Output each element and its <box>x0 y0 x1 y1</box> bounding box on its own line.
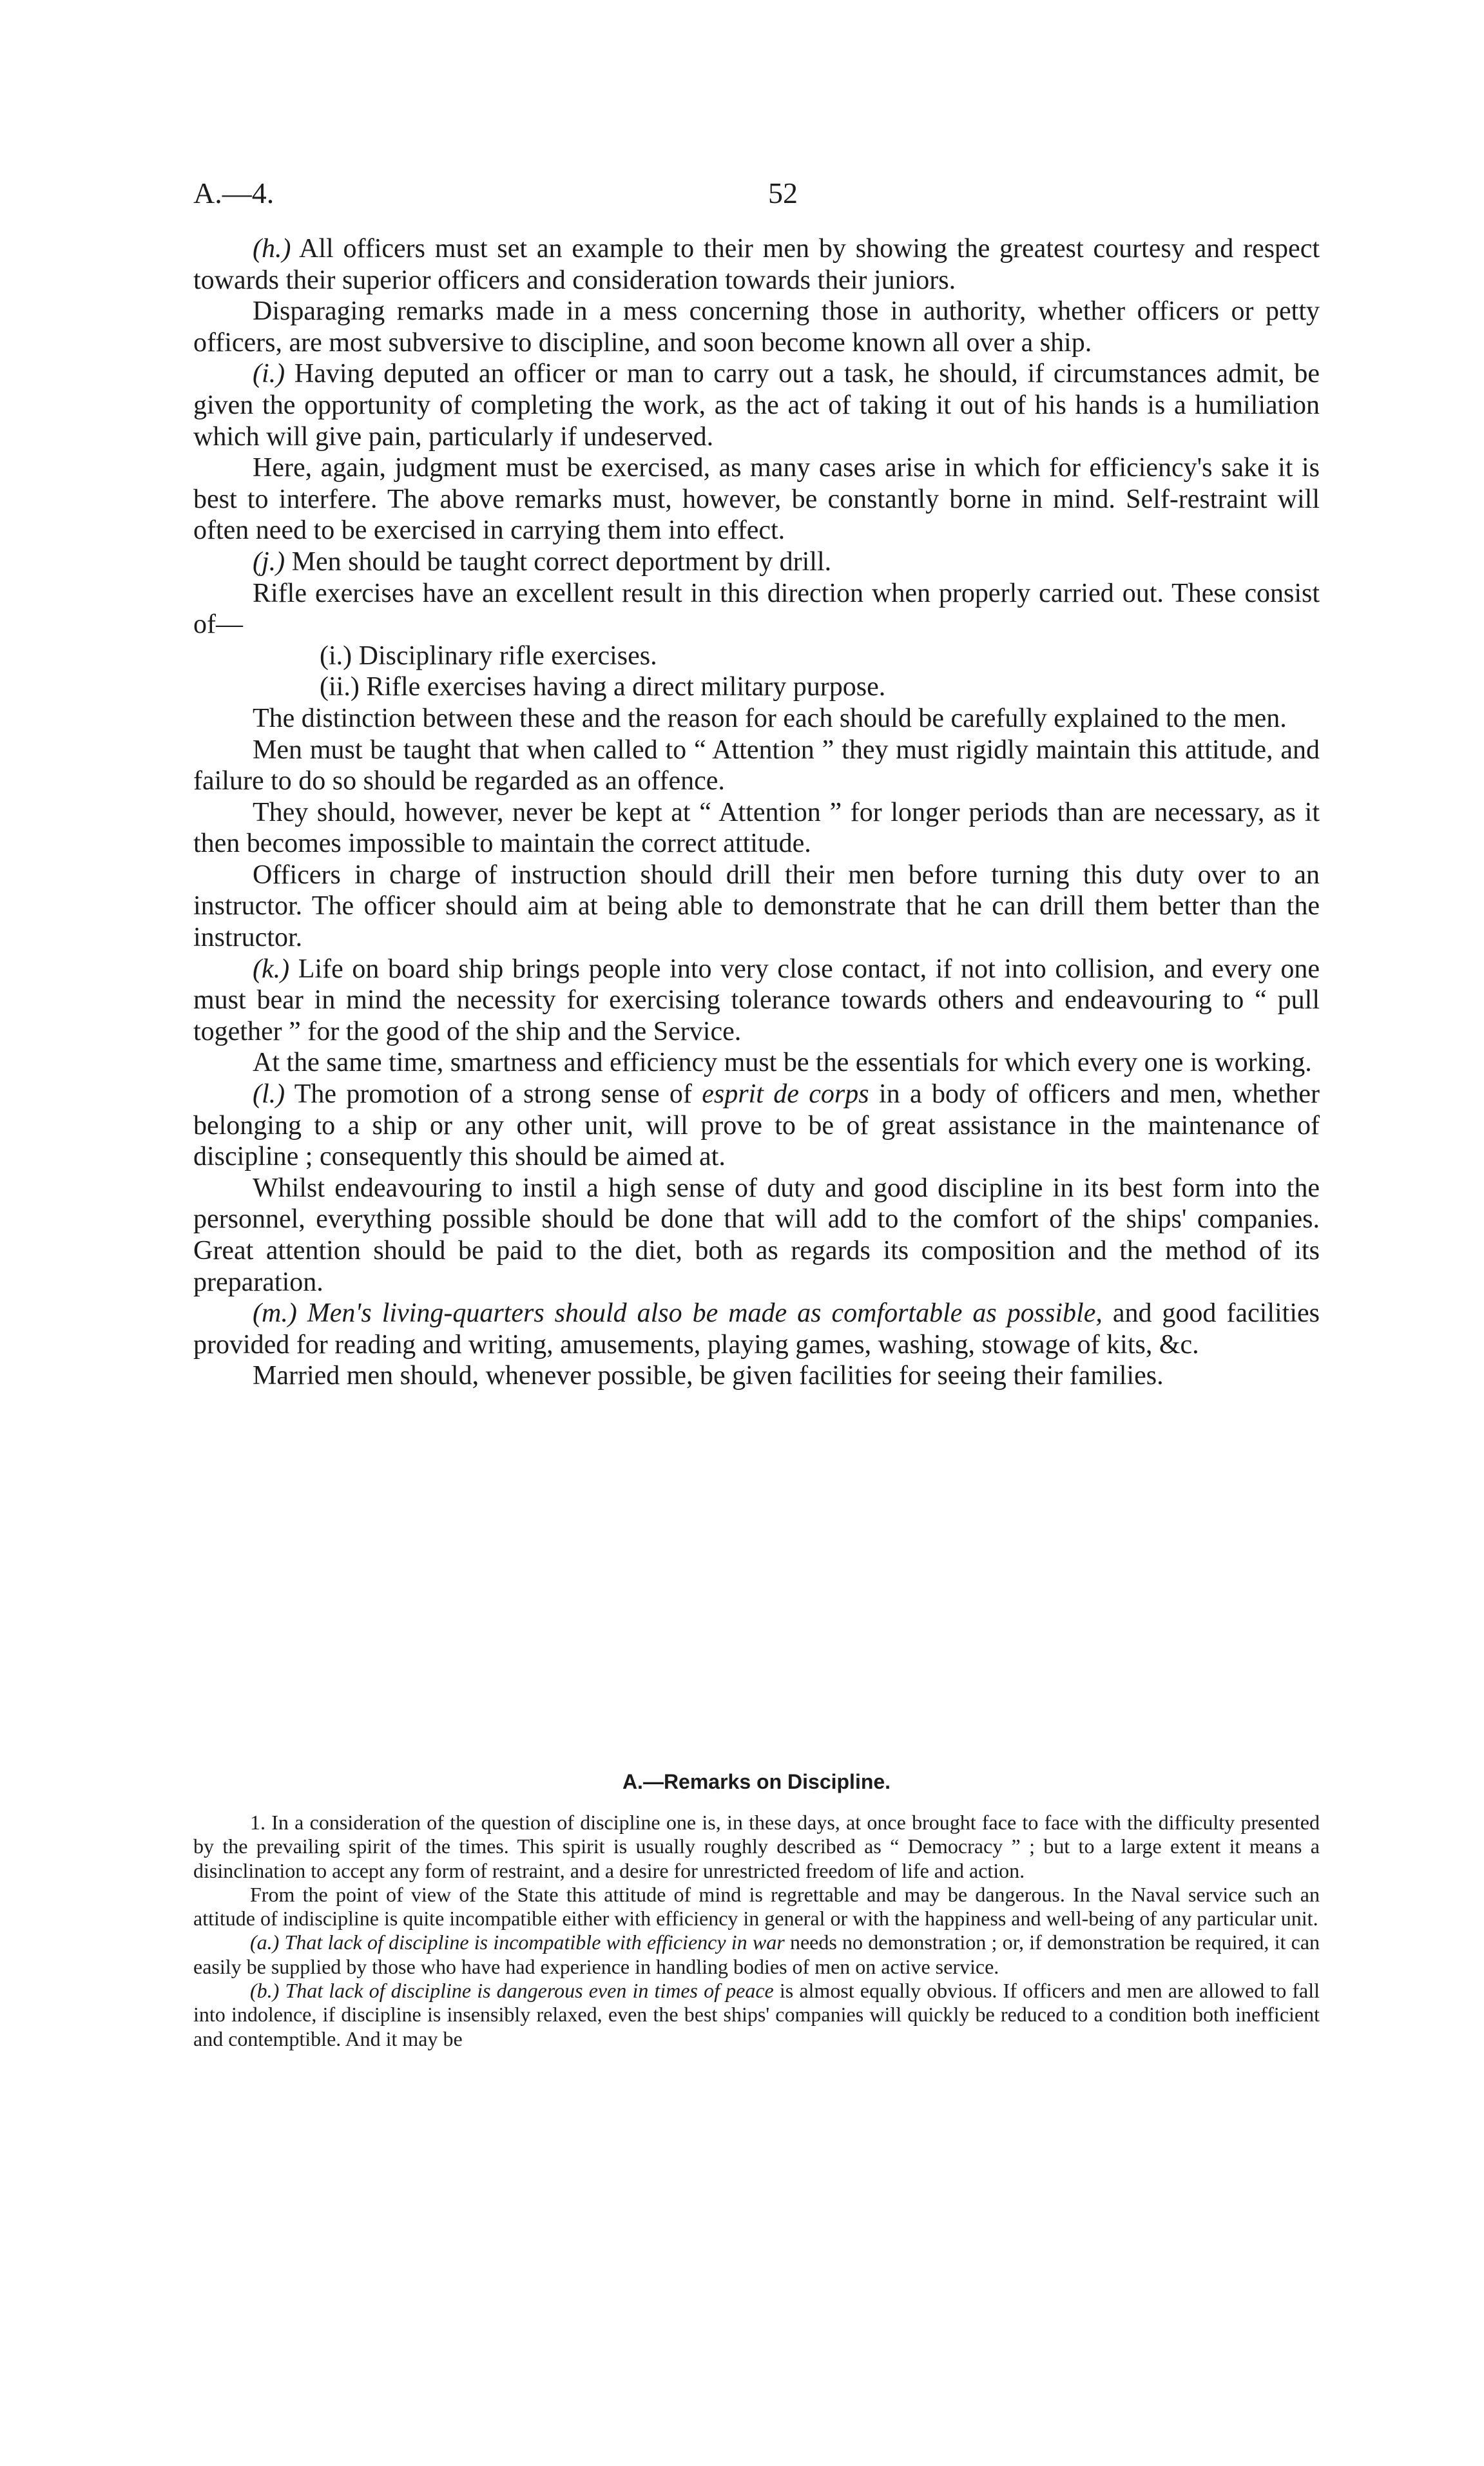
paragraph-j-2: Rifle exercises have an excellent result in this direction when properly carried out. These consist of— <box>193 578 1320 640</box>
paragraph-i-1: (i.) Having deputed an officer or man to carry out a task, he should, if circumstances admit, be given the opportunity of completing the work, as the act of taking it out of his hands is a humiliation which will give pain, particularly if undeserved. <box>193 359 1320 452</box>
remarks-on-discipline-text <box>193 1811 1320 2051</box>
paragraph-k-1: (k.) Life on board ship brings people into very close contact, if not into collision, and every one must bear in mind the necessity for exercising tolerance towards others and endeavouring to “ pull together ” for the good of the ship and the Service. <box>193 954 1320 1046</box>
paragraph-l-1: (l.) The promotion of a strong sense of esprit de corps in a body of officers and men, whether belonging to a ship or any other unit, will prove to be of great assistance in the maintenance of discipline ; consequently this should be aimed at. <box>193 1079 1320 1172</box>
paragraph-l-2: Whilst endeavouring to instil a high sense of duty and good discipline in its best form into the personnel, everything possible should be done that will add to the comfort of the ships' companies. Great attention should be paid to the diet, both as regards its composition and the method of its preparation. <box>193 1173 1320 1297</box>
rifle-exercise-item-2: (ii.) Rifle exercises having a direct military purpose. <box>320 672 886 702</box>
paragraph-k-2: At the same time, smartness and efficiency must be the essentials for which every one is working. <box>253 1048 1312 1078</box>
paragraph-h-2: Disparaging remarks made in a mess concerning those in authority, whether officers or petty officers, are most subversive to discipline, and soon become known all over a ship. <box>193 296 1320 358</box>
paragraph-j-1: (j.) Men should be taught correct deportment by drill. <box>253 546 832 577</box>
main-body-text <box>193 233 1320 1392</box>
item-label-h: (h.) <box>253 234 291 264</box>
item-label-i: (i.) <box>253 359 285 389</box>
item-label-l: (l.) <box>253 1079 285 1110</box>
paragraph-m-2: Married men should, whenever possible, be given facilities for seeing their families. <box>253 1361 1164 1391</box>
remarks-paragraph-b: (b.) That lack of discipline is dangerous even in times of peace is almost equally obvious. If officers and men are allowed to fall into indolence, if discipline is insensibly relaxed, even the best ships' companies will quickly be reduced to a condition both inefficient and contemptible. And it may be <box>193 1979 1320 2050</box>
living-quarters-phrase: Men's living-quarters should also be made as comfortable as possible, <box>307 1298 1103 1329</box>
item-label-b: (b.) <box>250 1979 280 2003</box>
item-label-m: (m.) <box>253 1298 297 1329</box>
paragraph-j-5: The distinction between these and the reason for each should be carefully explained to the men. <box>253 703 1287 733</box>
paragraph-i-2: Here, again, judgment must be exercised, as many cases arise in which for efficiency's sake it is best to interfere. The above remarks must, however, be constantly borne in mind. Self-restraint will often need to be exercised in carrying them into effect. <box>193 453 1320 546</box>
paragraph-j-6: Men must be taught that when called to “ Attention ” they must rigidly maintain this attitude, and failure to do so should be regarded as an offence. <box>193 735 1320 796</box>
times-of-peace-phrase: That lack of discipline is dangerous even in times of peace <box>285 1979 774 2003</box>
item-label-k: (k.) <box>253 954 290 984</box>
paragraph-j-7: They should, however, never be kept at “ Attention ” for longer periods than are necessary, as it then becomes impossible to maintain the correct attitude. <box>193 797 1320 859</box>
paragraph-m-1: (m.) Men's living-quarters should also be made as comfortable as possible, and good facilities provided for reading and writing, amusements, playing games, washing, stowage of kits, &c. <box>193 1298 1320 1360</box>
report-reference: A.—4. <box>193 177 275 209</box>
paragraph-h-1: (h.) All officers must set an example to their men by showing the greatest courtesy and respect towards their superior officers and consideration towards their juniors. <box>193 234 1320 295</box>
item-label-j: (j.) <box>253 546 285 577</box>
page-number: 52 <box>768 177 798 209</box>
remarks-paragraph-1: 1. In a consideration of the question of discipline one is, in these days, at once brought face to face with the difficulty presented by the prevailing spirit of the times. This spirit is usually roughly described as “ Democracy ” ; but to a large extent it means a disinclination to accept any form of restraint, and a desire for unrestricted freedom of life and action. <box>193 1811 1320 1882</box>
remarks-paragraph-a: (a.) That lack of discipline is incompatible with efficiency in war needs no demonstration ; or, if demonstration be required, it can easily be supplied by those who have had experience in handling bodies of men on active service. <box>193 1931 1320 1978</box>
item-label-a: (a.) <box>250 1931 280 1954</box>
efficiency-in-war-phrase: That lack of discipline is incompatible with efficiency in war <box>284 1931 785 1954</box>
section-heading-remarks-on-discipline: A.—Remarks on Discipline. <box>622 1770 891 1793</box>
rifle-exercise-item-1: (i.) Disciplinary rifle exercises. <box>320 641 657 671</box>
remarks-paragraph-2: From the point of view of the State this attitude of mind is regrettable and may be dangerous. In the Naval service such an attitude of indiscipline is quite incompatible either with efficiency in general or with the happiness and well-being of any particular unit. <box>193 1882 1320 1931</box>
running-header <box>193 171 1321 216</box>
esprit-de-corps-phrase: esprit de corps <box>702 1079 869 1110</box>
paragraph-j-8: Officers in charge of instruction should drill their men before turning this duty over to an instructor. The officer should aim at being able to demonstrate that he can drill them better than the instructor. <box>193 860 1320 953</box>
